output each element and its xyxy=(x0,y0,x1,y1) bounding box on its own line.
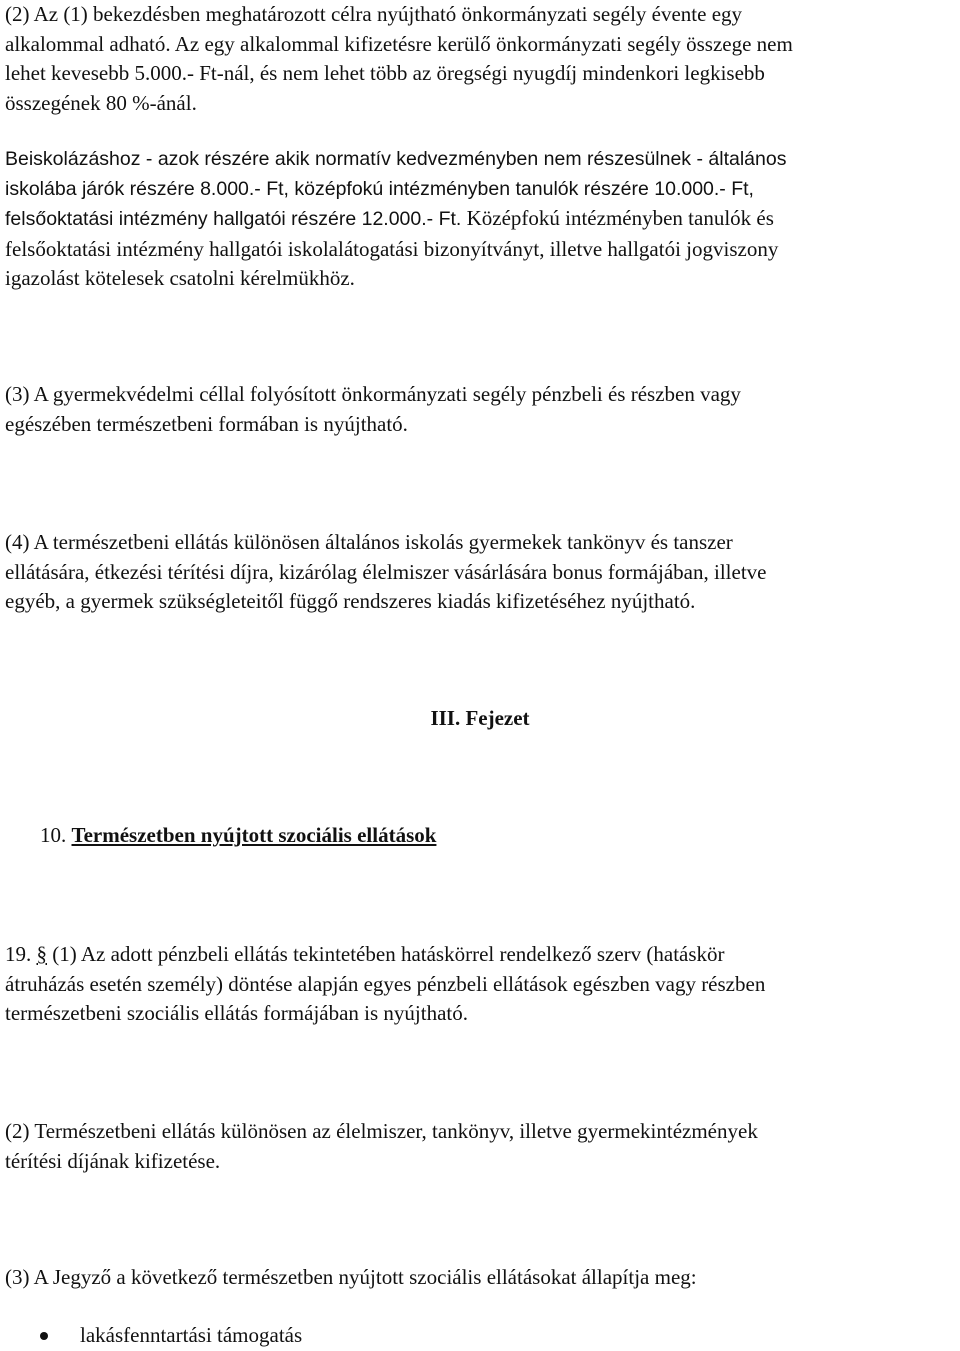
paragraph-line: (4) A természetbeni ellátás különösen általános iskolás gyermekek tankönyv és tanszer xyxy=(5,530,733,554)
paragraph-line: alkalommal adható. Az egy alkalommal kifizetésre kerülő önkormányzati segély összege nem xyxy=(5,31,793,56)
paragraph-school-enrollment xyxy=(5,145,955,294)
paragraph-line: egyéb, a gyermek szükségleteitől függő rendszeres kiadás kifizetéséhez nyújtható. xyxy=(5,589,696,613)
paragraph-2 xyxy=(5,0,955,118)
paragraph-19-2 xyxy=(5,1117,955,1176)
article-number: 19. xyxy=(5,942,32,966)
paragraph-4 xyxy=(5,528,955,617)
paragraph-line: (2) Az (1) bekezdésben meghatározott célra nyújtható önkormányzati segély évente egy xyxy=(5,2,743,26)
paragraph-symbol: § xyxy=(36,942,47,966)
section-number: 10. xyxy=(40,823,67,847)
section-heading xyxy=(40,821,940,851)
paragraph-line: átruházás esetén személy) döntése alapján egyes pénzbeli ellátások egészben vagy részben xyxy=(5,971,766,996)
paragraph-line: egészében természetbeni formában is nyújtható. xyxy=(5,411,408,436)
paragraph-line: összegének 80 %-ánál. xyxy=(5,90,197,115)
section-title: Természetben nyújtott szociális ellátások xyxy=(71,823,437,847)
paragraph-line: (2) Természetbeni ellátás különösen az élelmiszer, tankönyv, illetve gyermekintézmények xyxy=(5,1119,758,1143)
paragraph-line-mixed xyxy=(5,204,955,235)
paragraph-line: iskolába járók részére 8.000.- Ft, középfokú intézményben tanulók részére 10.000.- Ft, xyxy=(5,177,754,200)
paragraph-fragment: Középfokú intézményben tanulók és xyxy=(461,206,774,230)
list-item xyxy=(0,1321,960,1350)
bullet-icon xyxy=(40,1332,48,1340)
paragraph-line-mixed xyxy=(5,940,955,970)
paragraph-line: felsőoktatási intézmény hallgatói iskolalátogatási bizonyítványt, illetve hallgatói jogviszony xyxy=(5,236,779,261)
list-item-label: lakásfenntartási támogatás xyxy=(80,1322,303,1347)
paragraph-line: Beiskolázáshoz - azok részére akik normatív kedvezményben nem részesülnek - általános xyxy=(5,148,787,170)
paragraph-19-3 xyxy=(5,1263,955,1293)
paragraph-line: lehet kevesebb 5.000.- Ft-nál, és nem lehet több az öregségi nyugdíj mindenkori legkisebb xyxy=(5,61,765,85)
paragraph-line: természetbeni szociális ellátás formájában is nyújtható. xyxy=(5,1001,469,1025)
paragraph-line: (3) A Jegyző a következő természetben nyújtott szociális ellátásokat állapítja meg: xyxy=(5,1265,697,1289)
paragraph-3 xyxy=(5,380,955,439)
paragraph-line: (3) A gyermekvédelmi céllal folyósított önkormányzati segély pénzbeli és részben vagy xyxy=(5,382,741,406)
paragraph-fragment: felsőoktatási intézmény hallgatói részére 12.000.- Ft. xyxy=(5,208,462,230)
chapter-heading: III. Fejezet xyxy=(430,706,530,730)
paragraph-line: igazolást kötelesek csatolni kérelmükhöz. xyxy=(5,266,355,290)
paragraph-line: ellátására, étkezési térítési díjra, kizárólag élelmiszer vásárlására bonus formájában, illetve xyxy=(5,559,767,584)
paragraph-19-1 xyxy=(5,940,955,1029)
paragraph-fragment: (1) Az adott pénzbeli ellátás tekintetében hatáskörrel rendelkező szerv (hatáskör xyxy=(47,942,725,966)
paragraph-line: térítési díjának kifizetése. xyxy=(5,1148,221,1173)
